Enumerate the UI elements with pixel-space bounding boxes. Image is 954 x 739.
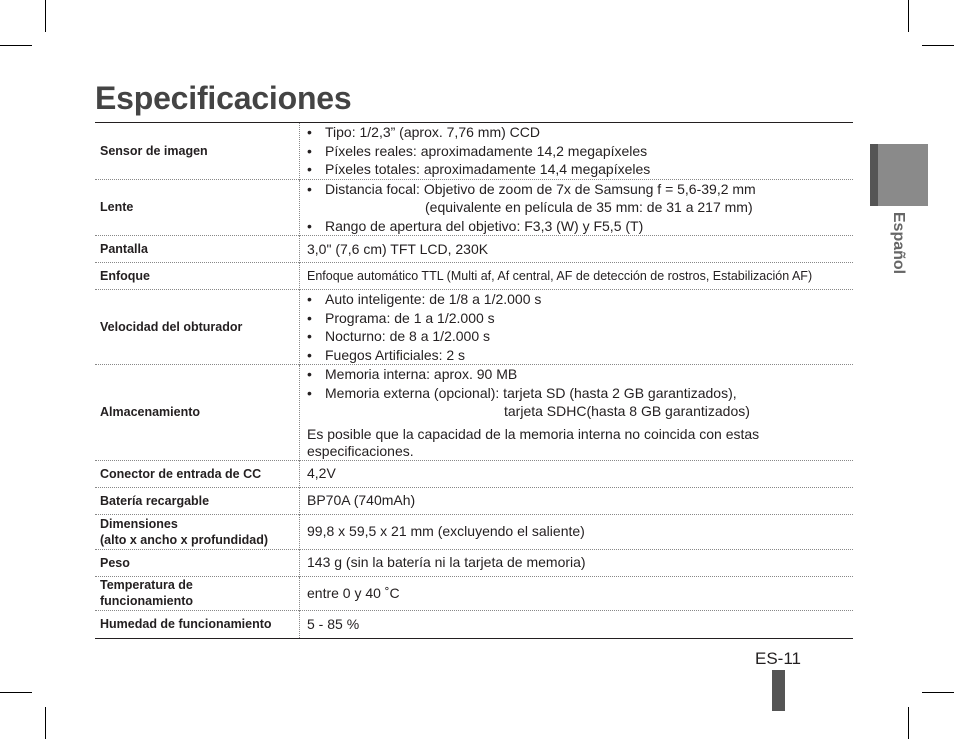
spec-label: Humedad de funcionamiento: [95, 610, 300, 638]
spec-value: 3,0" (7,6 cm) TFT LCD, 230K: [307, 240, 489, 257]
spec-value: [300, 123, 854, 179]
spec-table: [95, 123, 853, 639]
crop-mark: [908, 707, 909, 739]
spec-bullet: • Píxeles reales: aproximadamente 14,2 megapíxeles: [307, 142, 853, 161]
spec-row-dimensiones: [95, 514, 853, 549]
spec-value: entre 0 y 40 ˚C: [307, 584, 400, 601]
spec-label: Pantalla: [95, 236, 300, 263]
spec-row-almacenamiento: [95, 365, 853, 461]
crop-mark: [0, 45, 32, 46]
crop-mark: [922, 45, 954, 46]
spec-bullet: • Memoria interna: aprox. 90 MB: [307, 365, 853, 384]
spec-label-line: Dimensiones: [100, 516, 178, 531]
language-tab-edge: [870, 144, 878, 206]
spec-label: Lente: [95, 179, 300, 236]
spec-value: BP70A (740mAh): [307, 492, 416, 509]
spec-bullet: • Auto inteligente: de 1/8 a 1/2.000 s: [307, 290, 853, 309]
language-tab-label: Español: [890, 211, 907, 275]
spec-row-bateria: [95, 487, 853, 514]
spec-bullet: • Memoria externa (opcional): tarjeta SD (hasta 2 GB garantizados),: [307, 384, 853, 403]
spec-label: Enfoque: [95, 263, 300, 290]
spec-continuation: tarjeta SDHC(hasta 8 GB garantizados): [504, 403, 750, 419]
crop-mark: [0, 692, 32, 693]
spec-value: 99,8 x 59,5 x 21 mm (excluyendo el saliente): [307, 523, 585, 540]
spec-value: [300, 365, 854, 461]
spec-label-line: (alto x ancho x profundidad): [100, 532, 269, 547]
spec-value: 5 - 85 %: [307, 615, 360, 632]
spec-bullet: • Nocturno: de 8 a 1/2.000 s: [307, 327, 853, 346]
spec-note: Es posible que la capacidad de la memoria interna no coincida con estas especificaciones.: [307, 425, 760, 459]
crop-mark: [45, 0, 46, 32]
spec-value: 4,2V: [307, 465, 336, 482]
spec-value: [300, 179, 854, 236]
spec-value: Enfoque automático TTL (Multi af, Af central, AF de detección de rostros, Estabilización AF): [307, 268, 813, 283]
spec-label: Sensor de imagen: [95, 123, 300, 179]
crop-mark: [908, 0, 909, 32]
spec-label: [95, 576, 300, 610]
spec-bullet: • Tipo: 1/2,3” (aprox. 7,76 mm) CCD: [307, 123, 853, 142]
spec-label: Batería recargable: [95, 487, 300, 514]
spec-bullet: • Fuegos Artificiales: 2 s: [307, 346, 853, 365]
spec-row-temperatura: [95, 576, 853, 610]
spec-value: 143 g (sin la batería ni la tarjeta de memoria): [307, 554, 586, 571]
spec-row-humedad: [95, 610, 853, 638]
spec-row-pantalla: [95, 236, 853, 263]
spec-label-line: funcionamiento: [100, 594, 194, 608]
spec-row-sensor: [95, 123, 853, 179]
spec-label: Almacenamiento: [95, 365, 300, 461]
spec-row-peso: [95, 549, 853, 576]
language-tab-block: [870, 144, 928, 206]
page-number: ES-11: [755, 649, 801, 668]
spec-label: Velocidad del obturador: [95, 290, 300, 365]
spec-label-line: Temperatura de: [100, 578, 193, 592]
spec-bullet: • Píxeles totales: aproximadamente 14,4 megapíxeles: [307, 160, 853, 179]
spec-continuation: (equivalente en película de 35 mm: de 31 a 217 mm): [425, 199, 753, 215]
spec-row-conector: [95, 460, 853, 487]
spec-label: Conector de entrada de CC: [95, 460, 300, 487]
spec-row-obturador: [95, 290, 853, 365]
spec-bullet: • Distancia focal: Objetivo de zoom de 7x de Samsung f = 5,6-39,2 mm: [307, 180, 853, 199]
spec-row-enfoque: [95, 263, 853, 290]
spec-value: [300, 290, 854, 365]
spec-row-lente: [95, 179, 853, 236]
spec-bullet: • Rango de apertura del objetivo: F3,3 (W) y F5,5 (T): [307, 217, 853, 236]
page-title: Especificaciones: [95, 80, 352, 116]
spec-label: [95, 514, 300, 549]
page-number-bar: [772, 670, 785, 711]
crop-mark: [922, 692, 954, 693]
crop-mark: [45, 707, 46, 739]
spec-bullet: • Programa: de 1 a 1/2.000 s: [307, 309, 853, 328]
spec-label: Peso: [95, 549, 300, 576]
